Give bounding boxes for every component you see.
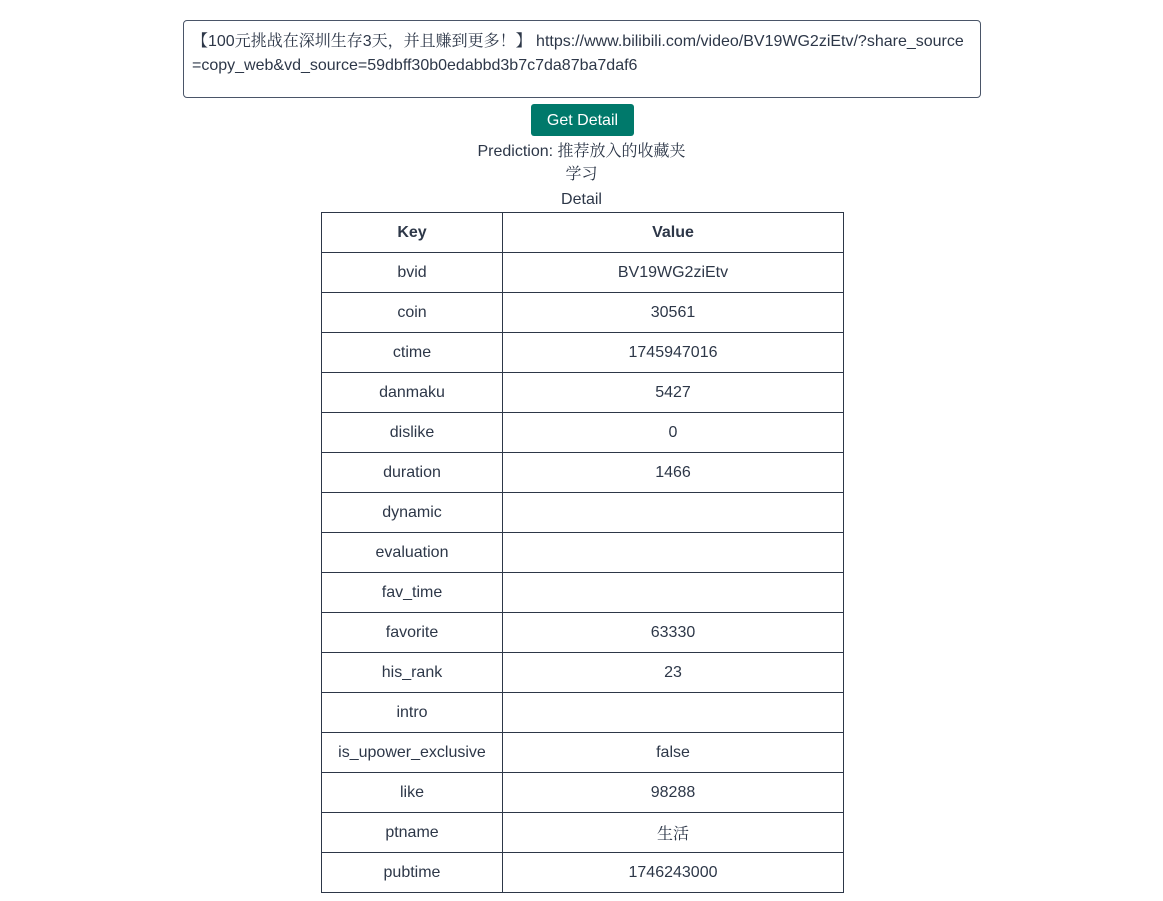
key-cell: coin <box>322 293 503 333</box>
value-cell <box>503 493 844 533</box>
table-row <box>322 773 844 813</box>
table-row <box>322 733 844 773</box>
key-cell: fav_time <box>322 573 503 613</box>
key-cell: dislike <box>322 413 503 453</box>
key-cell: danmaku <box>322 373 503 413</box>
table-header-row <box>322 213 844 253</box>
key-cell: ctime <box>322 333 503 373</box>
value-cell: 30561 <box>503 293 844 333</box>
value-cell: false <box>503 733 844 773</box>
value-cell: 1466 <box>503 453 844 493</box>
detail-title: Detail <box>561 191 602 208</box>
value-cell <box>503 533 844 573</box>
get-detail-button[interactable]: Get Detail <box>531 104 634 136</box>
table-row <box>322 533 844 573</box>
table-row <box>322 373 844 413</box>
table-row <box>322 813 844 853</box>
value-cell: 98288 <box>503 773 844 813</box>
table-row <box>322 853 844 893</box>
table-row <box>322 413 844 453</box>
value-cell: 23 <box>503 653 844 693</box>
table-row <box>322 653 844 693</box>
value-cell: 5427 <box>503 373 844 413</box>
value-cell: 63330 <box>503 613 844 653</box>
key-cell: dynamic <box>322 493 503 533</box>
detail-table <box>321 212 844 893</box>
value-cell <box>503 693 844 733</box>
value-cell: 0 <box>503 413 844 453</box>
value-cell: 1745947016 <box>503 333 844 373</box>
key-column-header: Key <box>322 213 503 253</box>
value-cell: 1746243000 <box>503 853 844 893</box>
table-row <box>322 253 844 293</box>
prediction-label: Prediction: 推荐放入的收藏夹 <box>477 143 686 160</box>
value-column-header: Value <box>503 213 844 253</box>
key-cell: evaluation <box>322 533 503 573</box>
table-row <box>322 573 844 613</box>
key-cell: pubtime <box>322 853 503 893</box>
url-textarea[interactable]: 【100元挑战在深圳生存3天，并且赚到更多！】 https://www.bilibili.com/video/BV19WG2ziEtv/?share_source=copy_web&vd_source=59dbff30b0edabbd3b7c7da87ba7daf6 <box>183 20 981 98</box>
value-cell <box>503 573 844 613</box>
table-row <box>322 453 844 493</box>
value-cell: BV19WG2ziEtv <box>503 253 844 293</box>
key-cell: bvid <box>322 253 503 293</box>
table-row <box>322 293 844 333</box>
table-row <box>322 333 844 373</box>
key-cell: intro <box>322 693 503 733</box>
prediction-value: 学习 <box>565 166 598 183</box>
table-row <box>322 693 844 733</box>
table-row <box>322 613 844 653</box>
value-cell: 生活 <box>503 813 844 853</box>
table-row <box>322 493 844 533</box>
key-cell: like <box>322 773 503 813</box>
key-cell: his_rank <box>322 653 503 693</box>
key-cell: ptname <box>322 813 503 853</box>
key-cell: is_upower_exclusive <box>322 733 503 773</box>
key-cell: favorite <box>322 613 503 653</box>
key-cell: duration <box>322 453 503 493</box>
